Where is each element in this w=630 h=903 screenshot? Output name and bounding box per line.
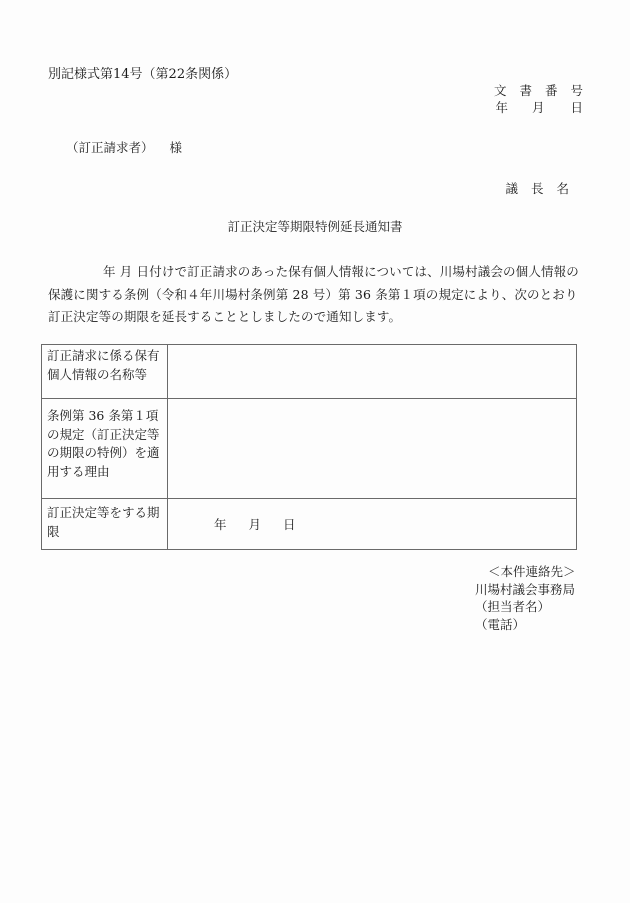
row-value-reason[interactable] — [168, 399, 577, 499]
deadline-day: 日 — [283, 517, 296, 533]
table-row — [42, 399, 577, 499]
date-year: 年 — [495, 100, 508, 115]
recipient-honorific: 様 — [169, 140, 183, 155]
form-number: 別記様式第14号（第22条関係） — [48, 67, 238, 82]
contact-phone: （電話） — [475, 616, 526, 632]
contact-person: （担当者名） — [475, 599, 551, 614]
table-row — [42, 345, 577, 399]
deadline-month: 月 — [248, 517, 262, 533]
row-value-info-name[interactable] — [168, 345, 577, 399]
contact-office: 川場村議会事務局 — [475, 581, 576, 597]
table-row — [42, 499, 577, 550]
recipient — [66, 138, 182, 156]
date-month: 月 — [531, 100, 545, 115]
row-value-deadline[interactable] — [168, 499, 577, 550]
sender-name: 議長名 — [505, 181, 582, 196]
recipient-name: （訂正請求者） — [66, 140, 154, 155]
info-table — [41, 344, 577, 550]
date-day: 日 — [570, 100, 583, 115]
contact-heading: ＜本件連絡先＞ — [488, 564, 576, 579]
row-label-info-name: 訂正請求に係る保有個人情報の名称等 — [42, 345, 168, 399]
row-label-deadline: 訂正決定等をする期限 — [42, 499, 168, 550]
document-number-label: 文書番号 — [493, 83, 596, 98]
contact-block — [475, 563, 576, 633]
row-label-reason: 条例第 36 条第１項の規定（訂正決定等の期限の特例）を適用する理由 — [42, 399, 168, 499]
document-date — [495, 98, 583, 116]
document-title: 訂正決定等期限特例延長通知書 — [227, 219, 403, 234]
deadline-year: 年 — [214, 517, 227, 533]
body-text: 年 月 日付けで訂正請求のあった保有個人情報については、川場村議会の個人情報の保護に関する条例（令和４年川場村条例第 28 号）第 36 条第１項の規定により、次のとおり訂正決定等の期限を延長することとしましたので通知します。 — [48, 264, 579, 324]
